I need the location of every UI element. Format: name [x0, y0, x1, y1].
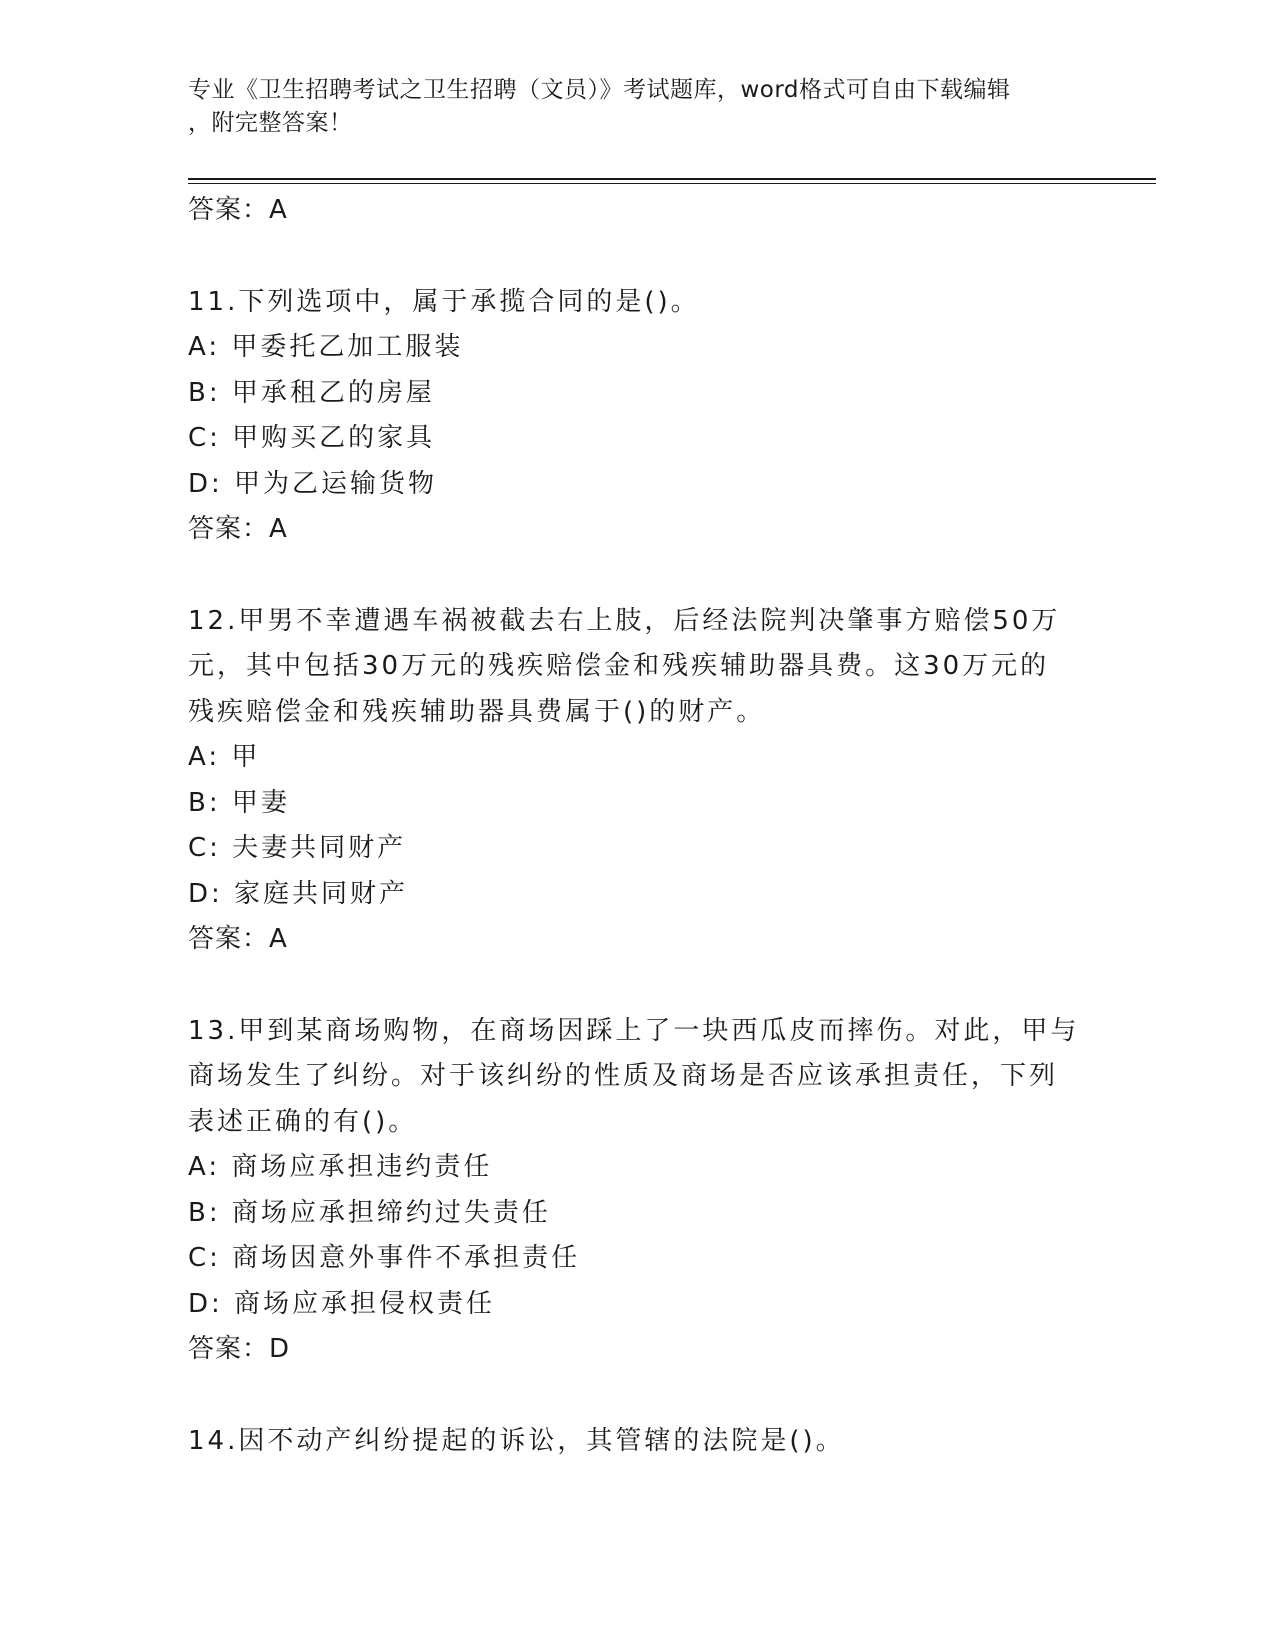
question-stem: 表述正确的有()。 [188, 1106, 418, 1137]
question-14 [188, 1419, 1088, 1465]
option-a: A: 甲委托乙加工服装 [188, 332, 464, 362]
answer-line: 答案：D [188, 1334, 291, 1364]
question-stem: 商场发生了纠纷。对于该纠纷的性质及商场是否应该承担责任，下列 [188, 1061, 1059, 1091]
option-b: B: 甲妻 [188, 787, 290, 818]
question-stem: 12.甲男不幸遭遇车祸被截去右上肢，后经法院判决肇事方赔偿50万 [188, 605, 1061, 636]
option-c: C: 甲购买乙的家具 [188, 423, 436, 453]
question-stem: 13.甲到某商场购物，在商场因踩上了一块西瓜皮而摔伤。对此，甲与 [188, 1015, 1080, 1046]
option-d: D: 家庭共同财产 [188, 878, 409, 909]
question-stem: 11.下列选项中，属于承揽合同的是()。 [188, 286, 700, 317]
option-b: B: 甲承租乙的房屋 [188, 377, 435, 408]
question-12 [188, 599, 1088, 963]
question-11 [188, 280, 1088, 553]
header-line-2: ，附完整答案！ [188, 110, 353, 136]
option-c: C: 商场因意外事件不承担责任 [188, 1243, 581, 1273]
question-stem: 元，其中包括30万元的残疾赔偿金和残疾辅助器具费。这30万元的 [188, 651, 1050, 681]
option-d: D: 甲为乙运输货物 [188, 468, 438, 499]
question-list [188, 188, 1088, 1464]
question-13 [188, 1009, 1088, 1373]
answer-line: 答案：A [188, 514, 288, 544]
option-d: D: 商场应承担侵权责任 [188, 1288, 496, 1319]
answer-line: 答案：A [188, 924, 288, 954]
question-stem: 残疾赔偿金和残疾辅助器具费属于()的财产。 [188, 696, 766, 727]
option-a: A: 商场应承担违约责任 [188, 1152, 493, 1182]
answer-line: 答案：A [188, 195, 288, 225]
question-stem: 14.因不动产纠纷提起的诉讼，其管辖的法院是()。 [188, 1425, 845, 1456]
option-c: C: 夫妻共同财产 [188, 833, 407, 863]
document-header [188, 74, 1078, 140]
header-divider-thin [188, 183, 1156, 184]
header-divider-thick [188, 178, 1156, 180]
option-b: B: 商场应承担缔约过失责任 [188, 1197, 551, 1228]
option-a: A: 甲 [188, 742, 261, 772]
header-line-1: 专业《卫生招聘考试之卫生招聘（文员）》考试题库，word格式可自由下载编辑 [188, 77, 1011, 103]
